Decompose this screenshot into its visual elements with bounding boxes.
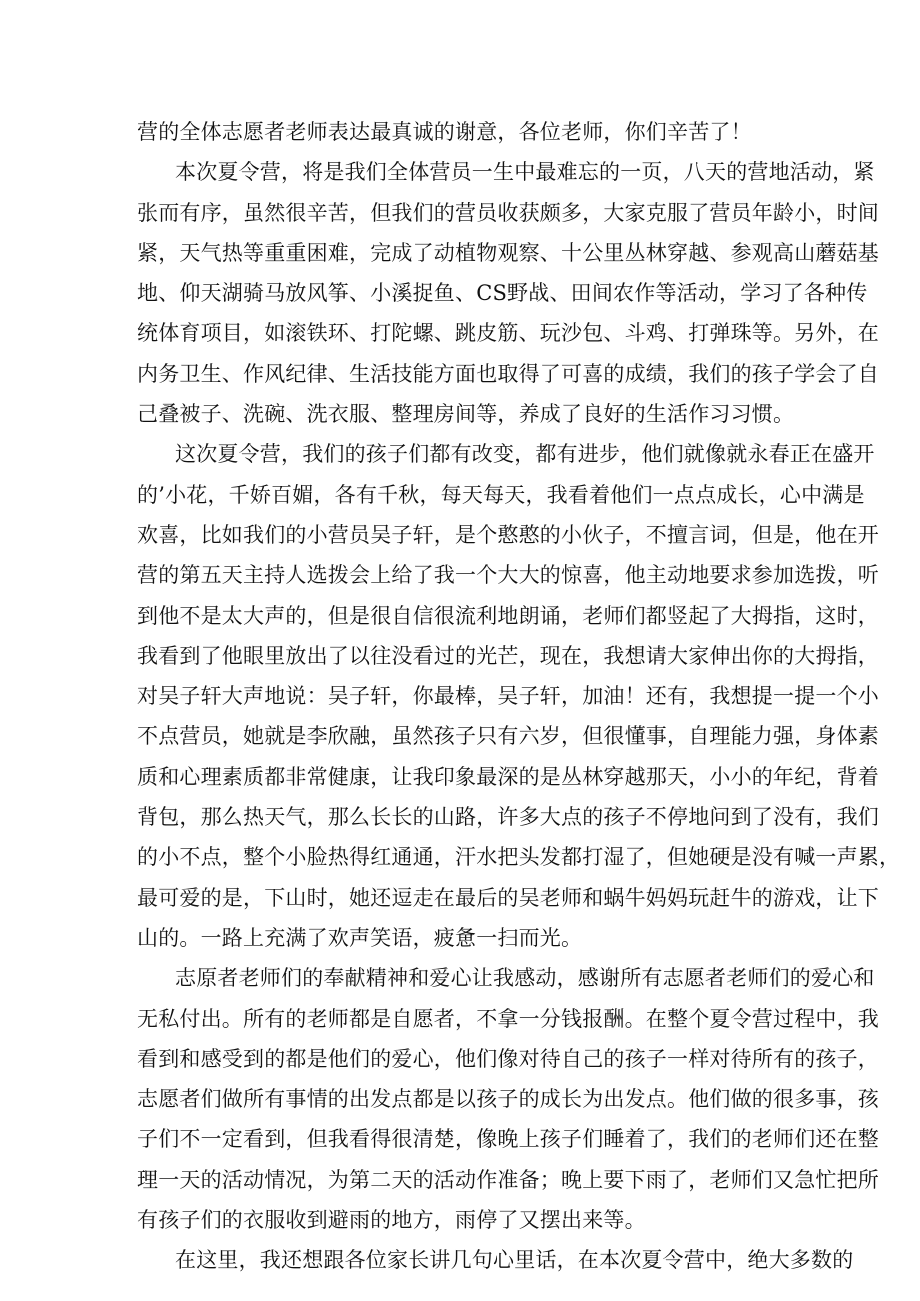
document-line: 己叠被子、洗碗、洗衣服、整理房间等，养成了良好的生活作习习惯。 (137, 402, 795, 427)
document-line: 的’小花，千娇百媚，各有千秋，每天每天，我看着他们一点点成长，心中满是 (137, 482, 865, 507)
document-line: 背包，那么热天气，那么长长的山路，许多大点的孩子不停地问到了没有，我们 (137, 805, 879, 830)
document-line: 本次夏令营，将是我们全体营员一生中最难忘的一页，八天的营地活动，紧 (175, 160, 875, 185)
document-line: 统体育项目，如滚铁环、打陀螺、跳皮筋、玩沙包、斗鸡、打弹珠等。另外，在 (137, 321, 879, 346)
document-line: 最可爱的是，下山时，她还逗走在最后的吴老师和蜗牛妈妈玩赶牛的游戏，让下 (137, 885, 879, 910)
document-line: 志原者老师们的奉献精神和爱心让我感动，感谢所有志愿者老师们的爱心和 (175, 966, 875, 991)
document-line: 对吴子轩大声地说：吴子轩，你最棒，吴子轩，加油！还有，我想提一提一个小 (137, 684, 879, 709)
document-line: 无私付出。所有的老师都是自愿者，不拿一分钱报酬。在整个夏令营过程中，我 (137, 1006, 879, 1031)
document-line: 营的第五天主持人选拨会上给了我一个大大的惊喜，他主动地要求参加选拨，听 (137, 563, 879, 588)
document-line: 我看到了他眼里放出了以往没看过的光芒，现在，我想请大家伸出你的大拇指， (137, 643, 879, 668)
document-line: 内务卫生、作风纪律、生活技能方面也取得了可喜的成绩，我们的孩子学会了自 (137, 361, 879, 386)
document-line: 营的全体志愿者老师表达最真诚的谢意，各位老师，你们辛苦了！ (137, 120, 752, 144)
document-line: 看到和感受到的都是他们的爱心，他们像对待自己的孩子一样对待所有的孩子， (137, 1046, 879, 1071)
document-line: 不点营员，她就是李欣融，虽然孩子只有六岁，但很懂事，自理能力强，身体素 (137, 724, 879, 749)
document-line: 这次夏令营，我们的孩子们都有改变，都有进步，他们就像就永春正在盛开 (175, 442, 875, 467)
document-line: 张而有序，虽然很辛苦，但我们的营员收获颇多，大家克服了营员年龄小，时间 (137, 200, 879, 225)
document-line: 地、仰天湖骑马放风筝、小溪捉鱼、CS野战、田间农作等活动，学习了各种传 (137, 281, 868, 306)
document-body (137, 112, 901, 1281)
document-line: 到他不是太大声的，但是很自信很流利地朗诵，老师们都竖起了大拇指，这时， (137, 603, 879, 628)
document-line: 子们不一定看到，但我看得很清楚，像晚上孩子们睡着了，我们的老师们还在整 (137, 1127, 879, 1152)
document-line: 质和心理素质都非常健康，让我印象最深的是丛林穿越那天，小小的年纪，背着 (137, 764, 879, 789)
document-line: 有孩子们的衣服收到避雨的地方，雨停了又摆出来等。 (137, 1208, 646, 1233)
document-line: 山的。一路上充满了欢声笑语，疲惫一扫而光。 (137, 925, 583, 950)
document-line: 欢喜，比如我们的小营员吴子轩，是个憨憨的小伙子，不擅言词，但是，他在开 (137, 522, 879, 547)
document-line: 紧，天气热等重重困难，完成了动植物观察、十公里丛林穿越、参观高山蘑菇基 (137, 240, 879, 265)
document-line: 理一天的活动情况，为第二天的活动作准备；晚上要下雨了，老师们又急忙把所 (137, 1167, 879, 1192)
document-line: 志愿者们做所有事情的出发点都是以孩子的成长为出发点。他们做的很多事，孩 (137, 1087, 879, 1112)
document-line: 在这里，我还想跟各位家长讲几句心里话，在本次夏令营中，绝大多数的 (175, 1248, 854, 1273)
document-line: 的小不点，整个小脸热得红通通，汗水把头发都打湿了，但她硬是没有喊一声累， (137, 845, 901, 870)
